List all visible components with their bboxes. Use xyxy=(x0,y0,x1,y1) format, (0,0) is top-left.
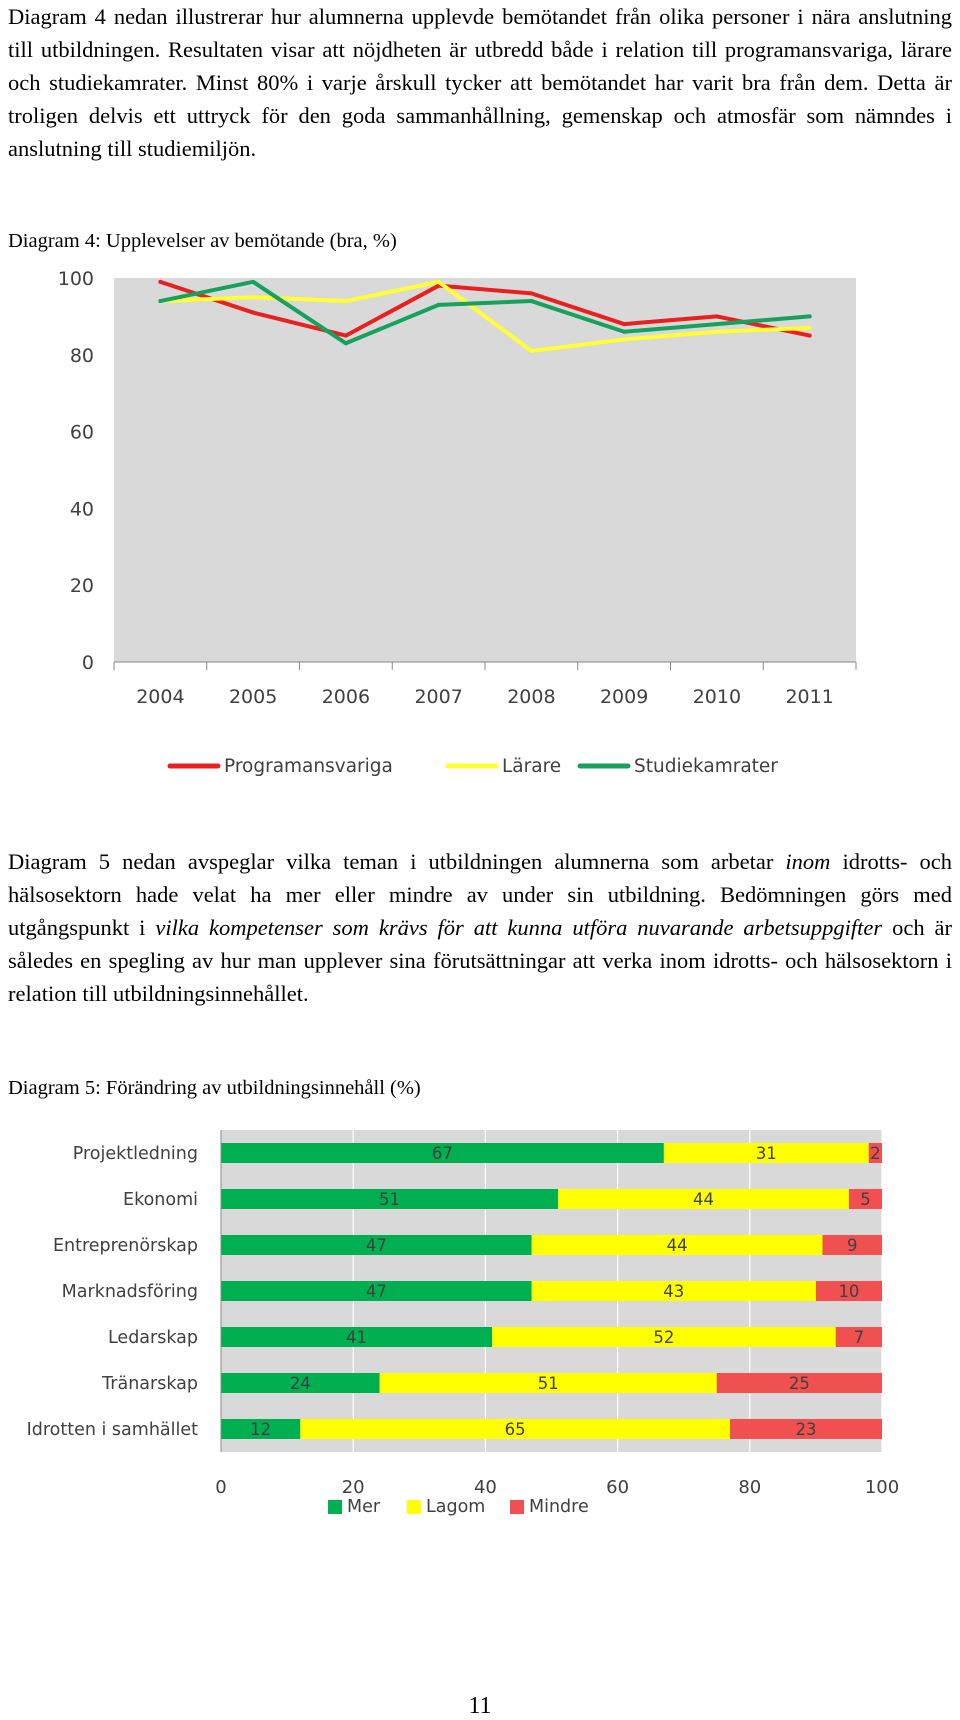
data-label: 67 xyxy=(431,1144,453,1163)
x-tick-label: 20 xyxy=(341,1477,365,1498)
data-point-programansvariga xyxy=(158,280,162,284)
para2-italic-1: inom xyxy=(785,849,831,874)
data-point-programansvariga xyxy=(808,334,812,338)
y-tick-label: 100 xyxy=(57,268,94,290)
category-label: Entreprenörskap xyxy=(52,1236,198,1256)
y-tick-label: 60 xyxy=(69,421,94,444)
data-label: 44 xyxy=(693,1190,715,1209)
data-label: 7 xyxy=(853,1328,865,1347)
data-label: 31 xyxy=(755,1144,777,1163)
data-point-programansvariga xyxy=(622,322,626,326)
data-label: 9 xyxy=(847,1236,858,1255)
legend-label: Mindre xyxy=(529,1497,589,1517)
data-point-studiekamrater xyxy=(808,314,812,318)
y-tick-label: 80 xyxy=(69,344,94,367)
data-label: 2 xyxy=(870,1144,881,1163)
x-tick-label: 80 xyxy=(738,1477,762,1498)
y-tick-label: 20 xyxy=(69,575,94,598)
x-tick-label: 0 xyxy=(215,1477,227,1498)
x-tick-label: 2006 xyxy=(321,686,371,708)
para2-text-1: Diagram 5 nedan avspeglar vilka teman i utbildningen alumnerna som arbetar xyxy=(8,849,786,874)
para2-text-2: idrotts- och hälsosektorn hade velat ha mer eller mindre av under sin utbildning. Bedömningen görs med utgångspunkt i xyxy=(8,849,953,940)
data-label: 47 xyxy=(365,1282,387,1301)
data-label: 44 xyxy=(666,1236,688,1255)
stacked-bar-chart-utbildningsinnehall xyxy=(0,1120,960,1580)
x-tick-label: 2010 xyxy=(692,686,742,708)
y-tick-label: 0 xyxy=(81,652,94,674)
paragraph-intro-diagram-5 xyxy=(8,845,952,1010)
caption-diagram-4: Diagram 4: Upplevelser av bemötande (bra, %) xyxy=(8,230,397,252)
data-point-programansvariga xyxy=(715,314,719,318)
data-label: 12 xyxy=(250,1420,272,1439)
legend-label: Lagom xyxy=(426,1497,486,1517)
data-label: 47 xyxy=(365,1236,387,1255)
category-label: Ekonomi xyxy=(123,1190,198,1210)
legend-swatch-lagom xyxy=(407,1500,421,1514)
legend-label: Studiekamrater xyxy=(634,756,778,777)
data-point-studiekamrater xyxy=(437,303,441,307)
legend-label: Lärare xyxy=(502,756,562,777)
data-label: 24 xyxy=(289,1374,311,1393)
data-point-lärare xyxy=(437,280,441,284)
legend-swatch-mer xyxy=(328,1500,342,1514)
category-label: Tränarskap xyxy=(102,1374,198,1394)
data-point-studiekamrater xyxy=(251,280,255,284)
data-label: 65 xyxy=(504,1420,526,1439)
legend-label: Mer xyxy=(347,1497,381,1517)
data-label: 23 xyxy=(795,1420,817,1439)
category-label: Marknadsföring xyxy=(61,1282,198,1302)
x-tick-label: 2011 xyxy=(785,686,834,708)
data-point-studiekamrater xyxy=(158,299,162,303)
x-tick-label: 2009 xyxy=(599,686,649,708)
data-point-lärare xyxy=(344,299,348,303)
x-tick-label: 100 xyxy=(864,1477,900,1498)
data-point-studiekamrater xyxy=(529,299,533,303)
x-tick-label: 60 xyxy=(606,1477,630,1498)
category-label: Projektledning xyxy=(72,1144,198,1164)
data-label: 43 xyxy=(663,1282,685,1301)
data-label: 25 xyxy=(788,1374,810,1393)
data-point-studiekamrater xyxy=(715,322,719,326)
data-point-programansvariga xyxy=(344,334,348,338)
data-point-programansvariga xyxy=(529,291,533,295)
data-label: 41 xyxy=(346,1328,368,1347)
paragraph-intro-diagram-4: Diagram 4 nedan illustrerar hur alumnerna upplevde bemötandet från olika personer i nära anslutning till utbildningen. Resultaten visar att nöjdheten är utbredd både i relation till programansvariga, lärare och studiekamrater. Minst 80% i varje årskull tycker att bemötandet har varit bra från dem. Detta är troligen delvis ett uttryck för den goda sammanhållning, gemenskap och atmosfär som nämndes i anslutning till studiemiljön. xyxy=(8,4,952,161)
x-tick-label: 2007 xyxy=(414,686,463,708)
data-label: 10 xyxy=(838,1282,860,1301)
legend-swatch-mindre xyxy=(510,1500,524,1514)
category-label: Ledarskap xyxy=(107,1328,198,1348)
x-tick-label: 2008 xyxy=(507,686,556,708)
caption-diagram-5: Diagram 5: Förändring av utbildningsinnehåll (%) xyxy=(8,1077,421,1099)
data-point-lärare xyxy=(715,330,719,334)
para2-italic-2: vilka kompetenser som krävs för att kunna utföra nuvarande arbetsuppgifter xyxy=(155,915,883,940)
data-point-studiekamrater xyxy=(344,341,348,345)
data-point-lärare xyxy=(622,337,626,341)
data-point-lärare xyxy=(529,349,533,353)
para2-text-3: och är således en spegling av hur man upplever sina förutsättningar att verka inom idrotts- och hälsosektorn i relation till utbildningsinnehållet. xyxy=(8,915,953,1006)
data-label: 51 xyxy=(379,1190,401,1209)
plot-area xyxy=(114,278,856,662)
category-label: Idrotten i samhället xyxy=(26,1420,198,1440)
page-number: 11 xyxy=(468,1693,492,1719)
x-tick-label: 40 xyxy=(473,1477,497,1498)
data-label: 51 xyxy=(537,1374,559,1393)
x-tick-label: 2004 xyxy=(136,686,185,708)
data-label: 52 xyxy=(653,1328,675,1347)
data-point-studiekamrater xyxy=(622,330,626,334)
data-label: 5 xyxy=(860,1190,871,1209)
legend-label: Programansvariga xyxy=(224,756,393,777)
data-point-lärare xyxy=(251,295,255,299)
data-point-lärare xyxy=(808,326,812,330)
data-point-programansvariga xyxy=(251,311,255,315)
line-chart-bemotande xyxy=(0,258,960,798)
x-tick-label: 2005 xyxy=(228,686,278,708)
y-tick-label: 40 xyxy=(69,498,94,521)
